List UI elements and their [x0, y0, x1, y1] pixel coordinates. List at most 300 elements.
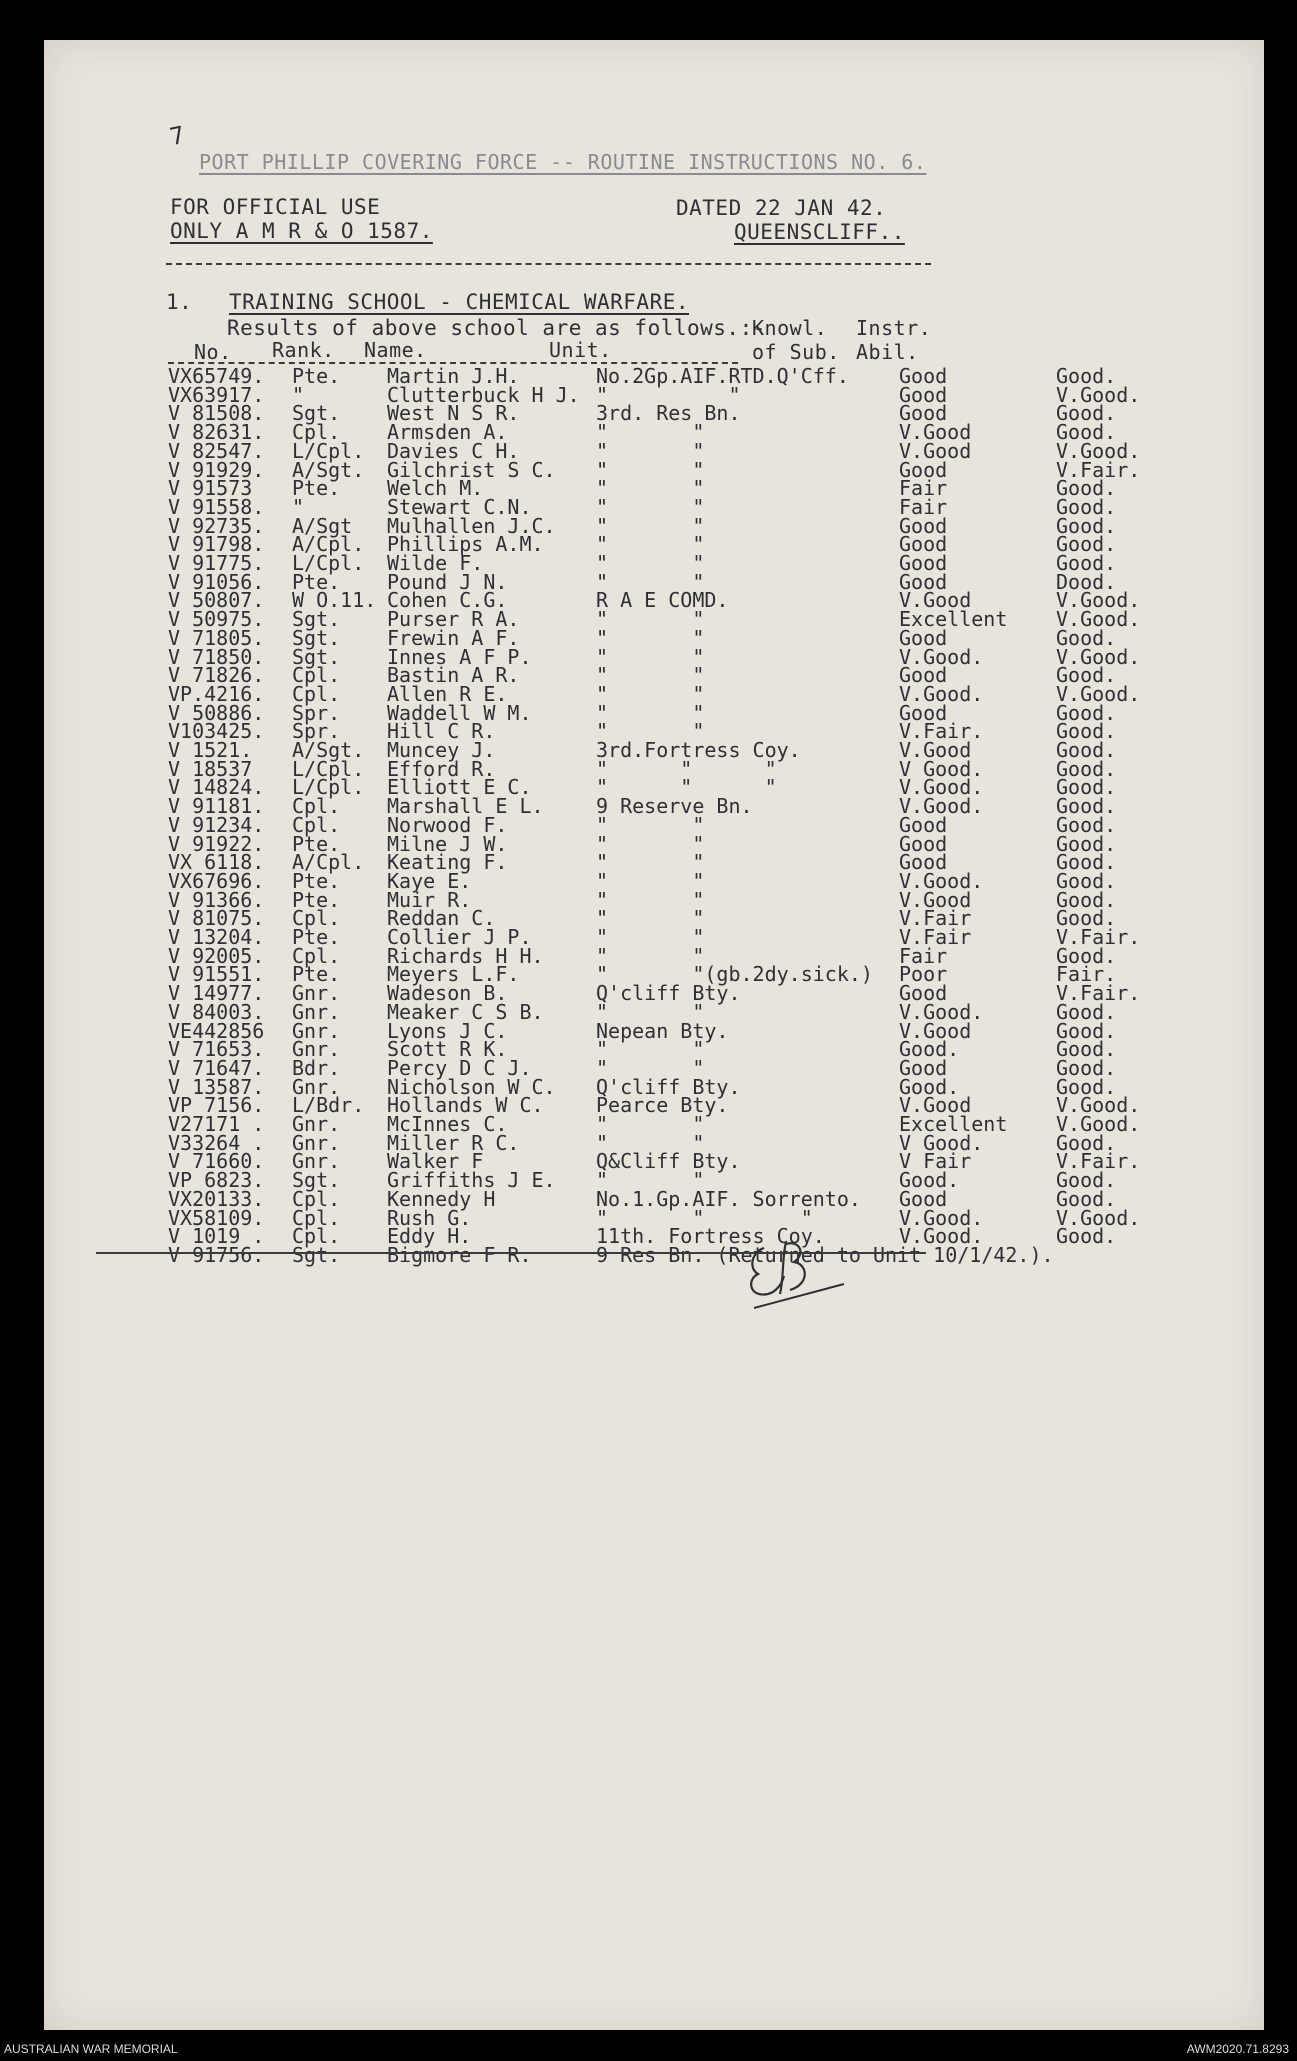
instruction-rating: Good. [1056, 401, 1117, 426]
service-number: V 71805. [168, 625, 265, 650]
service-number: V 91573 [168, 476, 253, 501]
knowledge-rating: Good [899, 551, 948, 575]
unit: " " [596, 607, 705, 632]
service-number: V33264 . [168, 1130, 265, 1155]
unit: " " [596, 943, 705, 968]
unit: " " [596, 551, 705, 575]
soldier-name: Armsden A. [387, 420, 508, 445]
rank: Sgt. [292, 1242, 341, 1267]
unit: " " [596, 906, 705, 931]
soldier-name: Wilde F. [387, 551, 484, 575]
instruction-rating: Good. [1056, 1074, 1117, 1099]
service-number: V 91551. [168, 962, 265, 987]
unit: " " [596, 1037, 705, 1062]
unit: " " [596, 1112, 705, 1136]
rank: Gnr. [292, 1037, 341, 1062]
instruction-rating: V.Good. [1056, 1205, 1141, 1230]
classification-line-2: ONLY A M R & O 1587. [170, 219, 433, 243]
soldier-name: Martin J.H. [387, 364, 520, 388]
knowledge-rating: V.Good [899, 1093, 972, 1118]
archive-footer-right: AWM2020.71.8293 [1186, 2042, 1289, 2056]
soldier-name: Walker F [387, 1149, 484, 1174]
service-number: VP.4216. [168, 681, 265, 706]
service-number: V 91929. [168, 457, 265, 482]
unit: " " [596, 887, 705, 912]
rank: Pte. [292, 364, 341, 388]
instruction-rating: Good. [1056, 420, 1117, 445]
soldier-name: McInnes C. [387, 1112, 508, 1136]
soldier-name: Davies C H. [387, 438, 520, 463]
rank: Pte. [292, 868, 341, 893]
knowledge-rating: V.Good [899, 738, 972, 762]
rank: Cpl. [292, 681, 341, 706]
corner-mark: 7 [167, 120, 188, 152]
service-number: V 18537 [168, 756, 253, 781]
soldier-name: Mulhallen J.C. [387, 513, 556, 538]
service-number: V 92005. [168, 943, 265, 968]
instruction-rating: Good. [1056, 551, 1117, 575]
soldier-name: Innes A F P. [387, 644, 532, 669]
col-header-no: No. [194, 340, 232, 364]
unit: 3rd. Res Bn. [596, 401, 741, 426]
place-line: QUEENSCLIFF.. [734, 220, 905, 244]
unit: Pearce Bty. [596, 1093, 729, 1118]
unit: " " [596, 1130, 705, 1155]
knowledge-rating: V.Good. [899, 868, 984, 893]
rank: Gnr. [292, 1074, 341, 1099]
knowledge-rating: V.Good [899, 588, 972, 613]
soldier-name: Muncey J. [387, 738, 496, 762]
knowledge-rating: Good [899, 625, 948, 650]
service-number: V 92735. [168, 513, 265, 538]
service-number: V 13587. [168, 1074, 265, 1099]
soldier-name: Kaye E. [387, 868, 472, 893]
unit: " "(gb.2dy.sick.) [596, 962, 873, 987]
soldier-name: Griffiths J E. [387, 1168, 556, 1193]
knowledge-rating: Poor [899, 962, 948, 987]
rank: Pte. [292, 887, 341, 912]
service-number: V 71653. [168, 1037, 265, 1062]
service-number: V 91756. [168, 1242, 265, 1267]
classification-line-1: FOR OFFICIAL USE [170, 195, 381, 219]
unit: " " [596, 850, 705, 875]
service-number: V 71826. [168, 663, 265, 688]
service-number: V 81075. [168, 906, 265, 931]
service-number: V103425. [168, 719, 265, 744]
soldier-name: Allen R E. [387, 681, 508, 706]
unit: " " [596, 382, 741, 407]
knowledge-rating: Good [899, 663, 948, 688]
knowledge-rating: V Fair [899, 1149, 972, 1174]
rank: W O.11. [292, 588, 377, 613]
service-number: V 84003. [168, 999, 265, 1024]
service-number: V 91234. [168, 812, 265, 837]
instruction-rating: Good. [1056, 625, 1117, 650]
service-number: V 50807. [168, 588, 265, 613]
section-number: 1. [166, 290, 193, 314]
service-number: VP 6823. [168, 1168, 265, 1193]
instruction-rating: Good. [1056, 812, 1117, 837]
knowledge-rating: Good. [899, 1037, 960, 1062]
instruction-rating: Good. [1056, 532, 1117, 557]
unit: " " [596, 420, 705, 445]
service-number: VX20133. [168, 1186, 265, 1211]
rank: Cpl. [292, 1186, 341, 1211]
date-line: DATED 22 JAN 42. [676, 196, 887, 220]
rank: Cpl. [292, 794, 341, 819]
soldier-name: Purser R A. [387, 607, 520, 632]
instruction-rating: Good. [1056, 831, 1117, 856]
instruction-rating: Good. [1056, 364, 1117, 388]
unit: Nepean Bty. [596, 1018, 729, 1043]
knowledge-rating: Good [899, 981, 948, 1006]
service-number: V 82631. [168, 420, 265, 445]
document-page [44, 40, 1264, 2030]
instruction-rating: Good. [1056, 700, 1117, 725]
col-header-rank: Rank. [272, 338, 335, 362]
instruction-rating: Good. [1056, 887, 1117, 912]
unit: 9 Res Bn. (Returned to Unit 10/1/42.). [596, 1242, 1054, 1267]
unit: No.1.Gp.AIF. Sorrento. [596, 1186, 861, 1211]
knowledge-rating: V.Fair [899, 925, 972, 949]
service-number: V 91558. [168, 494, 265, 519]
instruction-rating: V.Fair. [1056, 981, 1141, 1006]
soldier-name: Marshall E L. [387, 794, 544, 819]
instruction-rating: Good. [1056, 1186, 1117, 1211]
table-row [44, 1243, 1264, 1267]
knowledge-rating: V.Good [899, 438, 972, 463]
col-header-instr-1: Instr. [856, 316, 932, 340]
unit: " " [596, 625, 705, 650]
rank: Cpl. [292, 906, 341, 931]
soldier-name: Wadeson B. [387, 981, 508, 1006]
rank: Sgt. [292, 607, 341, 632]
instruction-rating: Fair. [1056, 962, 1117, 987]
soldier-name: Bigmore F R. [387, 1242, 532, 1267]
rank: " [292, 494, 305, 519]
knowledge-rating: Good. [899, 1168, 960, 1193]
instruction-rating: V.Good. [1056, 1093, 1141, 1118]
soldier-name: Meyers L.F. [387, 962, 520, 987]
knowledge-rating: V.Good. [899, 1205, 984, 1230]
unit: " " [596, 812, 705, 837]
knowledge-rating: Good [899, 1186, 948, 1211]
instruction-rating: Good. [1056, 1018, 1117, 1043]
service-number: V 91775. [168, 551, 265, 575]
instruction-rating: Good. [1056, 719, 1117, 744]
instruction-rating: V.Good. [1056, 644, 1141, 669]
rank: Sgt. [292, 1168, 341, 1193]
soldier-name: Collier J P. [387, 925, 532, 949]
soldier-name: Meaker C S B. [387, 999, 544, 1024]
rank: A/Sgt. [292, 738, 365, 762]
unit: Q'cliff Bty. [596, 981, 741, 1006]
soldier-name: Hollands W C. [387, 1093, 544, 1118]
service-number: V 91366. [168, 887, 265, 912]
soldier-name: Frewin A F. [387, 625, 520, 650]
soldier-name: Waddell W M. [387, 700, 532, 725]
service-number: V 91798. [168, 532, 265, 557]
soldier-name: Miller R C. [387, 1130, 520, 1155]
unit: " " [596, 438, 705, 463]
instruction-rating: Good. [1056, 868, 1117, 893]
service-number: VP 7156. [168, 1093, 265, 1118]
service-number: VX67696. [168, 868, 265, 893]
rank: Spr. [292, 719, 341, 744]
archive-footer-left: AUSTRALIAN WAR MEMORIAL [4, 2042, 178, 2056]
rank: Sgt. [292, 401, 341, 426]
service-number: VE442856 [168, 1018, 265, 1043]
unit: " " [596, 831, 705, 856]
soldier-name: Efford R. [387, 756, 496, 781]
unit: " " [596, 999, 705, 1024]
instruction-rating: V.Good. [1056, 588, 1141, 613]
unit: " " [596, 457, 705, 482]
service-number: V 91056. [168, 569, 265, 594]
soldier-name: Muir R. [387, 887, 472, 912]
unit: " " " [596, 775, 777, 800]
knowledge-rating: V.Fair. [899, 719, 984, 744]
service-number: V 1521. [168, 738, 253, 762]
rank: L/Bdr. [292, 1093, 365, 1118]
unit: " " " [596, 1205, 813, 1230]
rank: Gnr. [292, 1149, 341, 1174]
rank: Gnr. [292, 999, 341, 1024]
document-title: PORT PHILLIP COVERING FORCE -- ROUTINE INSTRUCTIONS NO. 6. [199, 150, 927, 174]
rank: A/Cpl. [292, 532, 365, 557]
unit: " " [596, 925, 705, 949]
service-number: VX 6118. [168, 850, 265, 875]
service-number: V 13204. [168, 925, 265, 949]
instruction-rating: Good. [1056, 1130, 1117, 1155]
col-header-unit: Unit. [549, 338, 612, 362]
intro-text: Results of above school are as follows.:- [227, 316, 766, 340]
rank: " [292, 382, 305, 407]
knowledge-rating: Good [899, 532, 948, 557]
knowledge-rating: Good [899, 401, 948, 426]
instruction-rating: V.Fair. [1056, 925, 1141, 949]
service-number: V27171 . [168, 1112, 265, 1136]
unit: 9 Reserve Bn. [596, 794, 753, 819]
rank: Pte. [292, 831, 341, 856]
rank: Gnr. [292, 981, 341, 1006]
knowledge-rating: V.Good. [899, 644, 984, 669]
soldier-name: Norwood F. [387, 812, 508, 837]
soldier-name: Kennedy H [387, 1186, 496, 1211]
unit: " " [596, 569, 705, 594]
soldier-name: Percy D C J. [387, 1055, 532, 1080]
knowledge-rating: V.Good. [899, 1224, 984, 1249]
instruction-rating: Good. [1056, 494, 1117, 519]
instruction-rating: Good. [1056, 513, 1117, 538]
soldier-name: Phillips A.M. [387, 532, 544, 557]
knowledge-rating: V.Good [899, 887, 972, 912]
instruction-rating: Good. [1056, 476, 1117, 501]
knowledge-rating: V.Good [899, 420, 972, 445]
knowledge-rating: Fair [899, 494, 948, 519]
service-number: V 50886. [168, 700, 265, 725]
rank: Bdr. [292, 1055, 341, 1080]
instruction-rating: Good. [1056, 775, 1117, 800]
unit: R A E COMD. [596, 588, 729, 613]
unit: " " " [596, 756, 777, 781]
knowledge-rating: V.Good [899, 1018, 972, 1043]
rank: Spr. [292, 700, 341, 725]
service-number: V 91181. [168, 794, 265, 819]
unit: " " [596, 513, 705, 538]
soldier-name: Reddan C. [387, 906, 496, 931]
knowledge-rating: V.Good. [899, 999, 984, 1024]
rank: Gnr. [292, 1018, 341, 1043]
instruction-rating: Good. [1056, 756, 1117, 781]
instruction-rating: Dood. [1056, 569, 1117, 594]
knowledge-rating: V.Good. [899, 794, 984, 819]
knowledge-rating: V.Good. [899, 775, 984, 800]
soldier-name: Hill C R. [387, 719, 496, 744]
service-number: V 71647. [168, 1055, 265, 1080]
unit: " " [596, 700, 705, 725]
unit: " " [596, 494, 705, 519]
rank: L/Cpl. [292, 438, 365, 463]
instruction-rating: Good. [1056, 1055, 1117, 1080]
rank: A/Cpl. [292, 850, 365, 875]
knowledge-rating: V Good. [899, 756, 984, 781]
rank: Cpl. [292, 943, 341, 968]
unit: " " [596, 868, 705, 893]
instruction-rating: V.Good. [1056, 607, 1141, 632]
instruction-rating: V.Good. [1056, 382, 1141, 407]
rank: A/Sgt [292, 513, 353, 538]
soldier-name: Elliott E C. [387, 775, 532, 800]
instruction-rating: Good. [1056, 738, 1117, 762]
service-number: V 81508. [168, 401, 265, 426]
service-number: V 14977. [168, 981, 265, 1006]
unit: No.2Gp.AIF.RTD.Q'Cff. [596, 364, 849, 388]
soldier-name: Gilchrist S C. [387, 457, 556, 482]
knowledge-rating: Good [899, 457, 948, 482]
soldier-name: Clutterbuck H J. [387, 382, 580, 407]
service-number: V 91922. [168, 831, 265, 856]
knowledge-rating: V.Good. [899, 681, 984, 706]
rank: Pte. [292, 476, 341, 501]
knowledge-rating: Excellent [899, 607, 1008, 632]
knowledge-rating: Good [899, 569, 948, 594]
instruction-rating: Good. [1056, 850, 1117, 875]
knowledge-rating: Good [899, 382, 948, 407]
service-number: V 1019 . [168, 1224, 265, 1249]
soldier-name: Eddy H. [387, 1224, 472, 1249]
soldier-name: Lyons J C. [387, 1018, 508, 1043]
unit: Q&Cliff Bty. [596, 1149, 741, 1174]
rank: Cpl. [292, 1205, 341, 1230]
rank: A/Sgt. [292, 457, 365, 482]
soldier-name: Keating F. [387, 850, 508, 875]
instruction-rating: Good. [1056, 663, 1117, 688]
soldier-name: Stewart C.N. [387, 494, 532, 519]
soldier-name: Welch M. [387, 476, 484, 501]
rank: Sgt. [292, 644, 341, 669]
rank: Pte. [292, 569, 341, 594]
knowledge-rating: Good [899, 513, 948, 538]
rank: Cpl. [292, 663, 341, 688]
instruction-rating: Good. [1056, 906, 1117, 931]
instruction-rating: V.Good. [1056, 1112, 1141, 1136]
soldier-name: Richards H H. [387, 943, 544, 968]
unit: " " [596, 644, 705, 669]
knowledge-rating: V.Fair [899, 906, 972, 931]
instruction-rating: Good. [1056, 1224, 1117, 1249]
unit: 3rd.Fortress Coy. [596, 738, 801, 762]
unit: " " [596, 663, 705, 688]
soldier-name: Rush G. [387, 1205, 472, 1230]
knowledge-rating: Good [899, 831, 948, 856]
section-title: TRAINING SCHOOL - CHEMICAL WARFARE. [229, 290, 690, 314]
rank: Sgt. [292, 625, 341, 650]
signature-initials [734, 1228, 854, 1318]
service-number: V 14824. [168, 775, 265, 800]
soldier-name: West N S R. [387, 401, 520, 426]
knowledge-rating: V Good. [899, 1130, 984, 1155]
instruction-rating: V.Fair. [1056, 457, 1141, 482]
unit: " " [596, 1055, 705, 1080]
instruction-rating: Good. [1056, 1168, 1117, 1193]
knowledge-rating: Good [899, 812, 948, 837]
instruction-rating: Good. [1056, 794, 1117, 819]
soldier-name: Bastin A R. [387, 663, 520, 688]
instruction-rating: Good. [1056, 943, 1117, 968]
instruction-rating: V.Good. [1056, 438, 1141, 463]
rank: Gnr. [292, 1130, 341, 1155]
unit: " " [596, 1168, 705, 1193]
col-header-knowl-1: Knowl. [752, 316, 828, 340]
rank: Gnr. [292, 1112, 341, 1136]
service-number: VX63917. [168, 382, 265, 407]
rank: Cpl. [292, 812, 341, 837]
instruction-rating: V.Good. [1056, 681, 1141, 706]
instruction-rating: Good. [1056, 999, 1117, 1024]
rank: Cpl. [292, 1224, 341, 1249]
knowledge-rating: Good. [899, 1074, 960, 1099]
instruction-rating: V.Fair. [1056, 1149, 1141, 1174]
col-header-instr-2: Abil. [856, 340, 919, 364]
rank: Pte. [292, 962, 341, 987]
unit: 11th. Fortress Coy. [596, 1224, 825, 1249]
unit: " " [596, 532, 705, 557]
service-number: VX65749. [168, 364, 265, 388]
col-header-knowl-2: of Sub. [752, 340, 840, 364]
service-number: V 82547. [168, 438, 265, 463]
rank: L/Cpl. [292, 551, 365, 575]
soldier-name: Nicholson W C. [387, 1074, 556, 1099]
knowledge-rating: Good [899, 1055, 948, 1080]
unit: " " [596, 476, 705, 501]
soldier-name: Cohen C.G. [387, 588, 508, 613]
knowledge-rating: Good [899, 700, 948, 725]
unit: " " [596, 681, 705, 706]
instruction-rating: Good. [1056, 1037, 1117, 1062]
knowledge-rating: Fair [899, 476, 948, 501]
service-number: VX58109. [168, 1205, 265, 1230]
knowledge-rating: Excellent [899, 1112, 1008, 1136]
rank: L/Cpl. [292, 775, 365, 800]
unit: Q'cliff Bty. [596, 1074, 741, 1099]
service-number: V 71850. [168, 644, 265, 669]
knowledge-rating: Fair [899, 943, 948, 968]
soldier-name: Scott R K. [387, 1037, 508, 1062]
rank: Pte. [292, 925, 341, 949]
col-header-name: Name. [364, 338, 427, 362]
soldier-name: Milne J W. [387, 831, 508, 856]
